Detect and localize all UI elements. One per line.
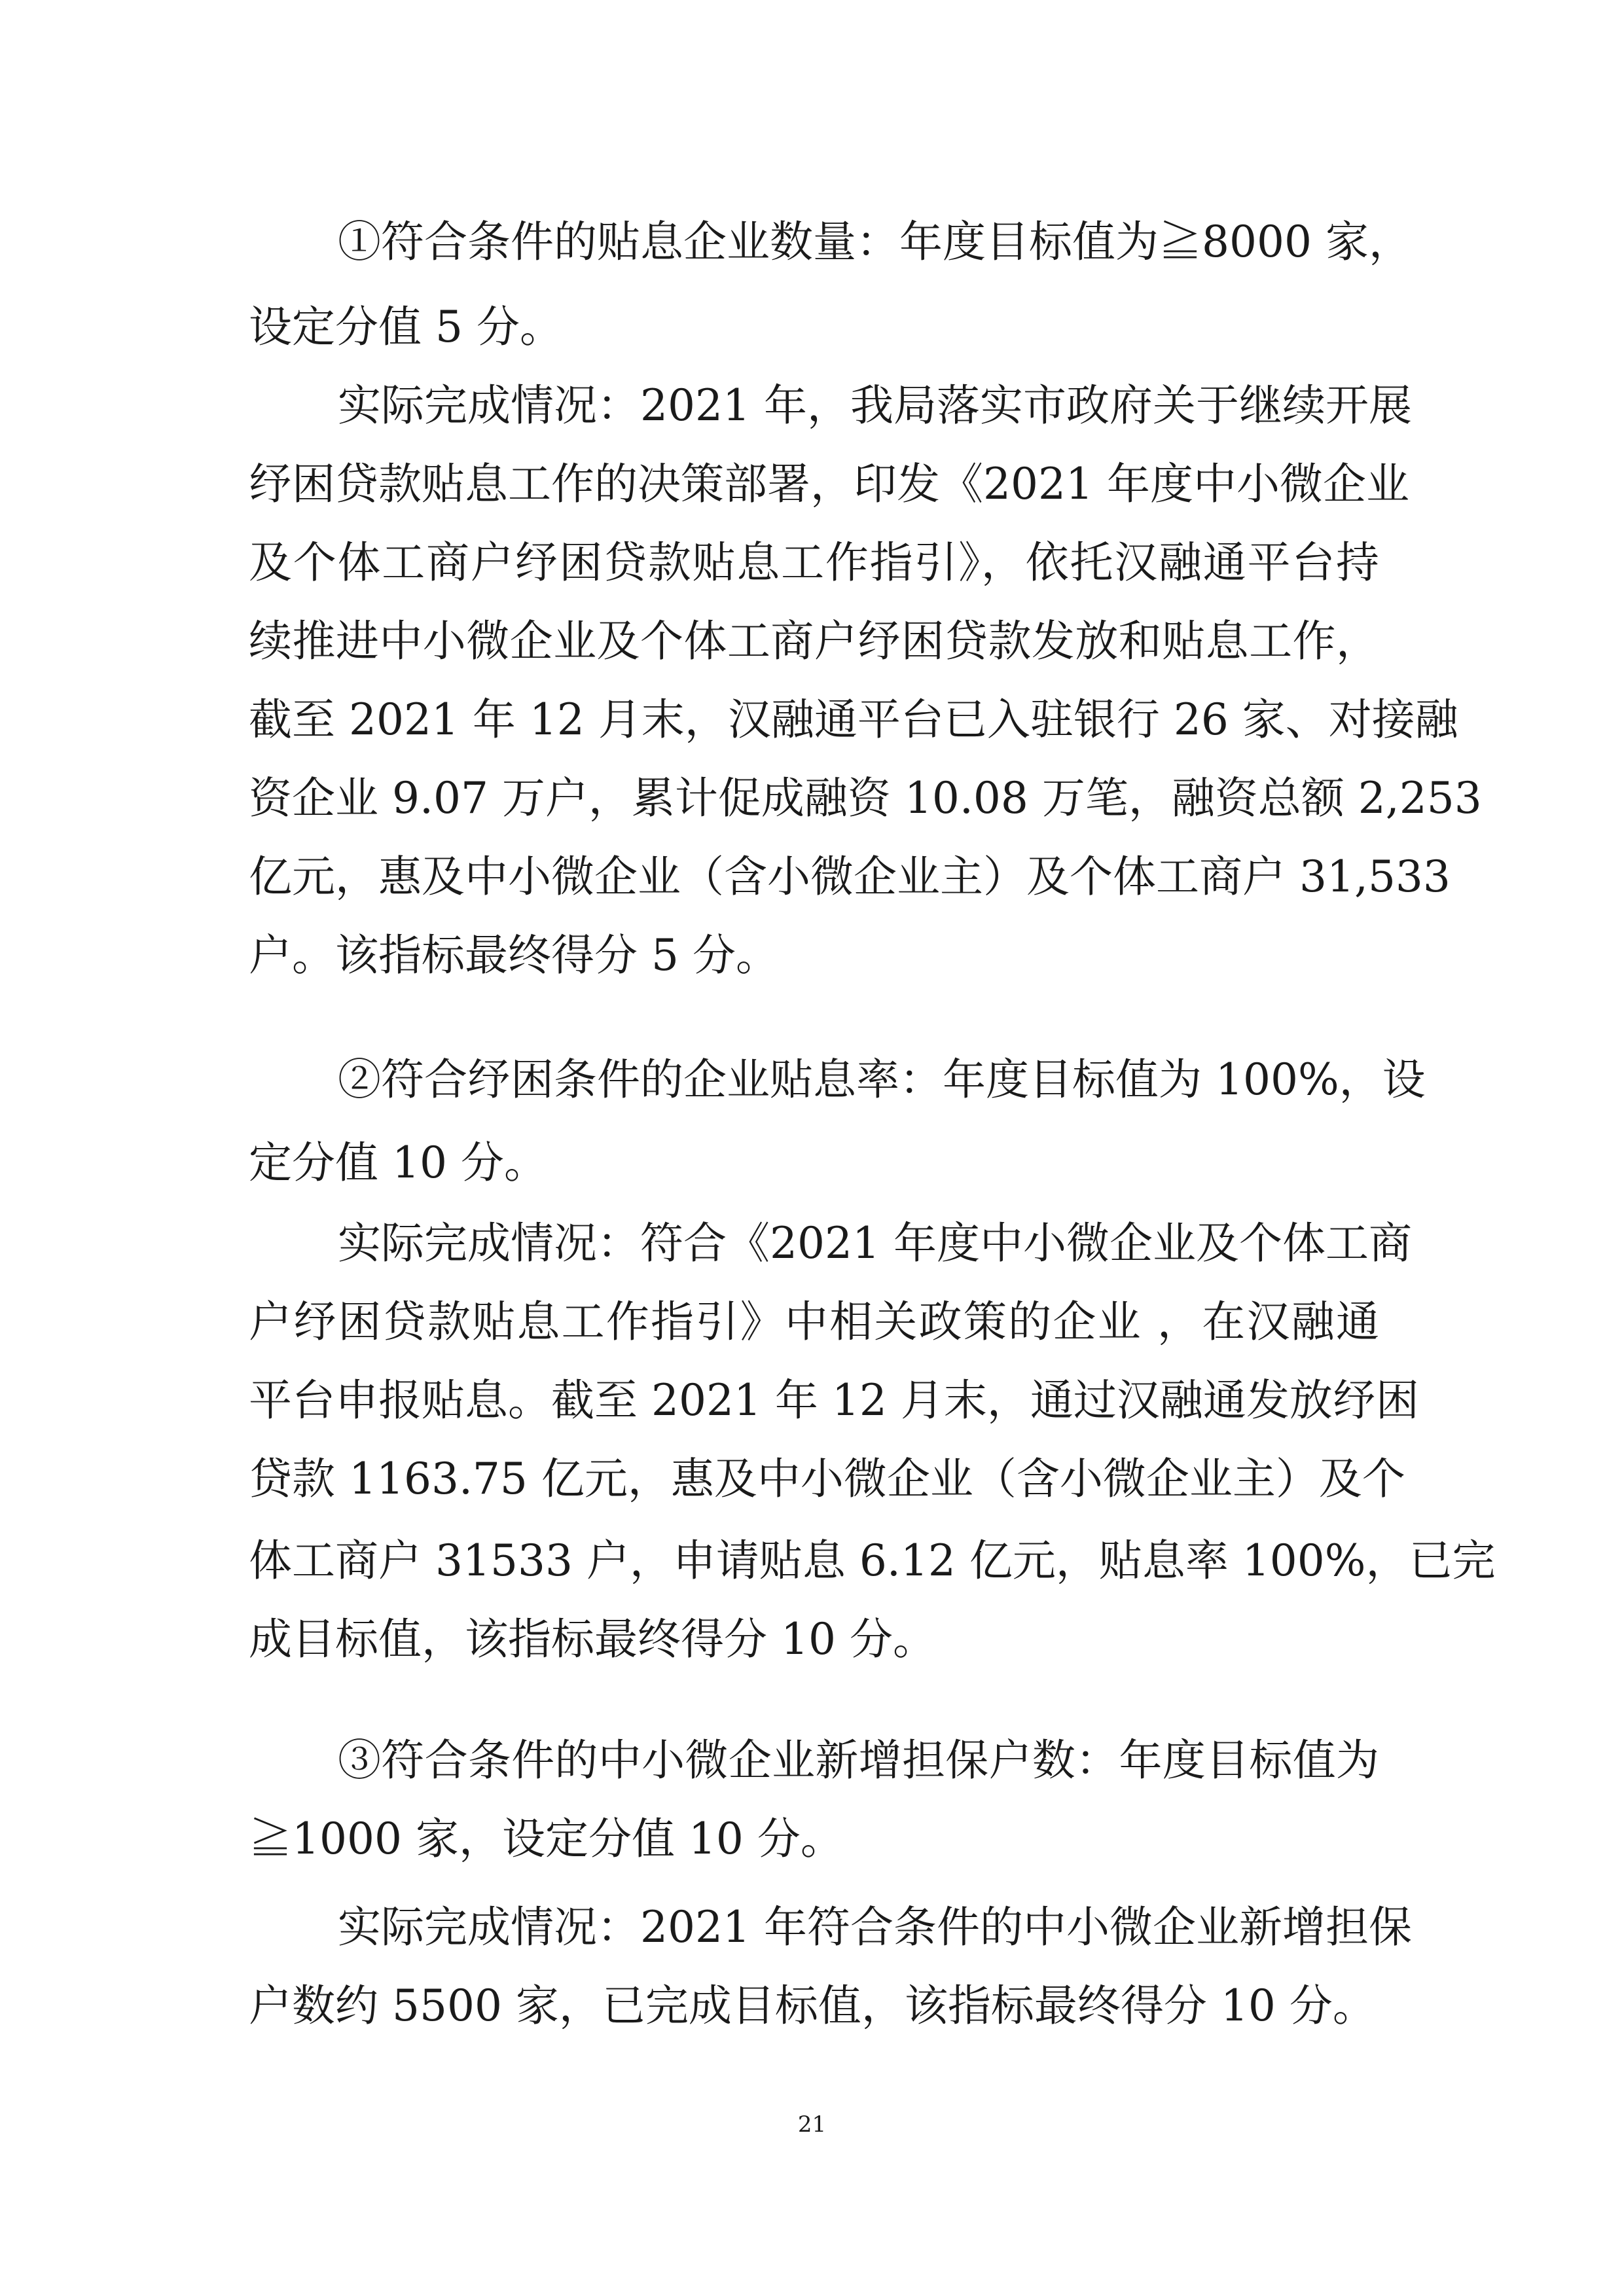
- text-line: 体工商户 31533 户，申请贴息 6.12 亿元，贴息率 100%，已完: [249, 1535, 1496, 1586]
- text-line: 及个体工商户纾困贷款贴息工作指引》，依托汉融通平台持: [249, 537, 1379, 588]
- text-line: 实际完成情况：符合《2021 年度中小微企业及个体工商: [338, 1218, 1412, 1268]
- text-line: 实际完成情况：2021 年，我局落实市政府关于继续开展: [338, 380, 1412, 431]
- text-line: 纾困贷款贴息工作的决策部署，印发《2021 年度中小微企业: [249, 459, 1409, 509]
- text-line: 平台申报贴息。截至 2021 年 12 月末，通过汉融通发放纾困: [249, 1375, 1419, 1426]
- text-line: ①符合条件的贴息企业数量：年度目标值为≧8000 家，: [338, 217, 1412, 267]
- text-line: 成目标值，该指标最终得分 10 分。: [249, 1614, 936, 1664]
- text-line: 户。该指标最终得分 5 分。: [249, 930, 779, 980]
- text-line: 定分值 10 分。: [249, 1138, 547, 1188]
- text-line: 贷款 1163.75 亿元，惠及中小微企业（含小微企业主）及个: [249, 1454, 1405, 1504]
- text-line: 设定分值 5 分。: [249, 302, 563, 352]
- text-line: ②符合纾困条件的企业贴息率：年度目标值为 100%，设: [338, 1054, 1426, 1105]
- text-line: 续推进中小微企业及个体工商户纾困贷款发放和贴息工作，: [249, 616, 1379, 666]
- text-line: ≧1000 家，设定分值 10 分。: [249, 1814, 844, 1864]
- text-line: 资企业 9.07 万户，累计促成融资 10.08 万笔，融资总额 2,253: [249, 773, 1482, 823]
- text-line: 户纾困贷款贴息工作指引》中相关政策的企业 ，在汉融通: [249, 1297, 1379, 1347]
- text-line: 亿元，惠及中小微企业（含小微企业主）及个体工商户 31,533: [249, 852, 1451, 902]
- text-line: 户数约 5500 家，已完成目标值，该指标最终得分 10 分。: [249, 1981, 1376, 2031]
- text-line: 截至 2021 年 12 月末，汉融通平台已入驻银行 26 家、对接融: [249, 694, 1458, 745]
- text-line: 实际完成情况：2021 年符合条件的中小微企业新增担保: [338, 1902, 1412, 1952]
- text-line: ③符合条件的中小微企业新增担保户数：年度目标值为: [338, 1735, 1379, 1785]
- page-number: 21: [797, 2111, 827, 2138]
